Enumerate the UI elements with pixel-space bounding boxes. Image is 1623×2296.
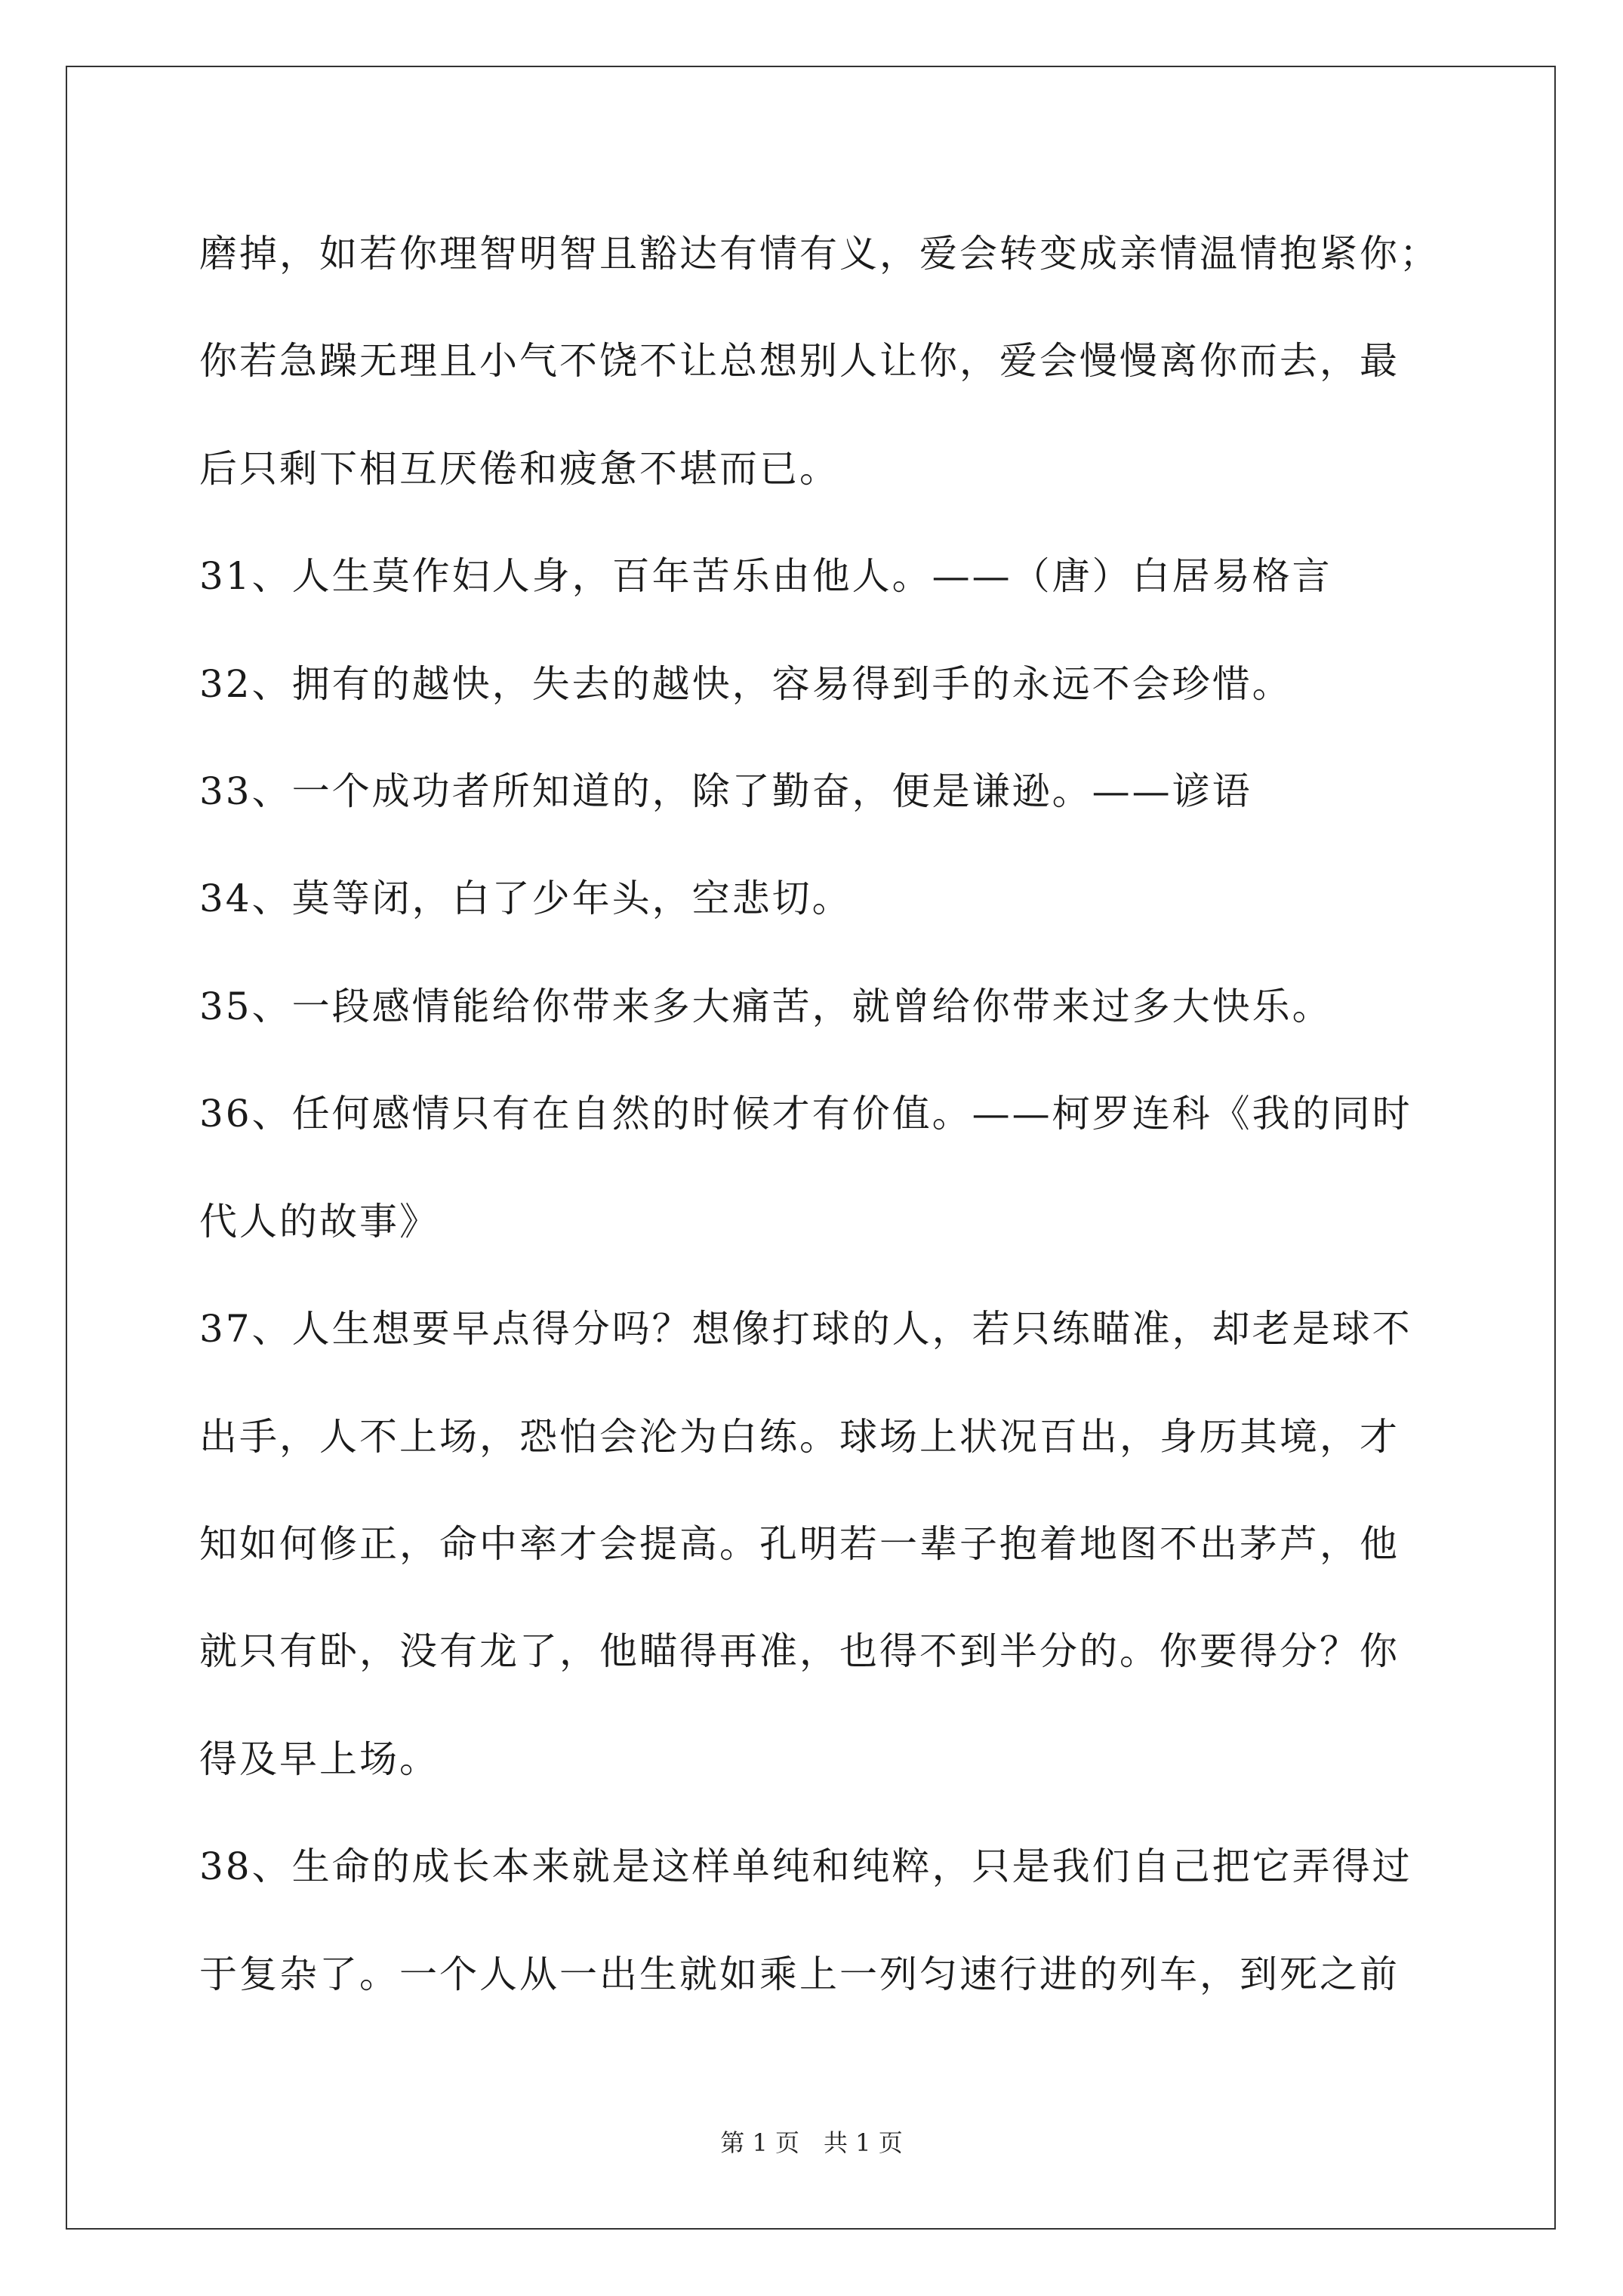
text-line: 于复杂了。一个人从一出生就如乘上一列匀速行进的列车，到死之前: [199, 1952, 1400, 1996]
list-item-32: 32、拥有的越快，失去的越快，容易得到手的永远不会珍惜。: [199, 662, 1292, 706]
list-item-31: 31、人生莫作妇人身，百年苦乐由他人。——（唐）白居易格言: [199, 554, 1332, 598]
list-item-36: 36、任何感情只有在自然的时候才有价值。——柯罗连科《我的同时: [199, 1092, 1412, 1136]
page-number: 第 1 页 共 1 页: [720, 2128, 903, 2157]
text-line: 知如何修正，命中率才会提高。孔明若一辈子抱着地图不出茅芦，他: [199, 1522, 1400, 1566]
text-line: 代人的故事》: [199, 1200, 439, 1244]
text-line: 你若急躁无理且小气不饶不让总想别人让你，爱会慢慢离你而去，最: [199, 339, 1400, 383]
page-border: [66, 66, 1556, 2230]
list-item-37: 37、人生想要早点得分吗？想像打球的人，若只练瞄准，却老是球不: [199, 1307, 1412, 1351]
list-item-34: 34、莫等闭，白了少年头，空悲切。: [199, 877, 852, 920]
text-line: 后只剩下相互厌倦和疲惫不堪而已。: [199, 447, 839, 491]
text-line: 得及早上场。: [199, 1737, 439, 1781]
list-item-35: 35、一段感情能给你带来多大痛苦，就曾给你带来过多大快乐。: [199, 985, 1332, 1028]
text-line: 磨掉，如若你理智明智且豁达有情有义，爱会转变成亲情温情抱紧你；: [199, 232, 1440, 276]
text-line: 出手，人不上场，恐怕会沦为白练。球场上状况百出，身历其境，才: [199, 1415, 1400, 1459]
list-item-38: 38、生命的成长本来就是这样单纯和纯粹，只是我们自己把它弄得过: [199, 1845, 1412, 1888]
text-line: 就只有卧，没有龙了，他瞄得再准，也得不到半分的。你要得分？你: [199, 1629, 1400, 1673]
list-item-33: 33、一个成功者所知道的，除了勤奋，便是谦逊。——谚语: [199, 769, 1252, 813]
